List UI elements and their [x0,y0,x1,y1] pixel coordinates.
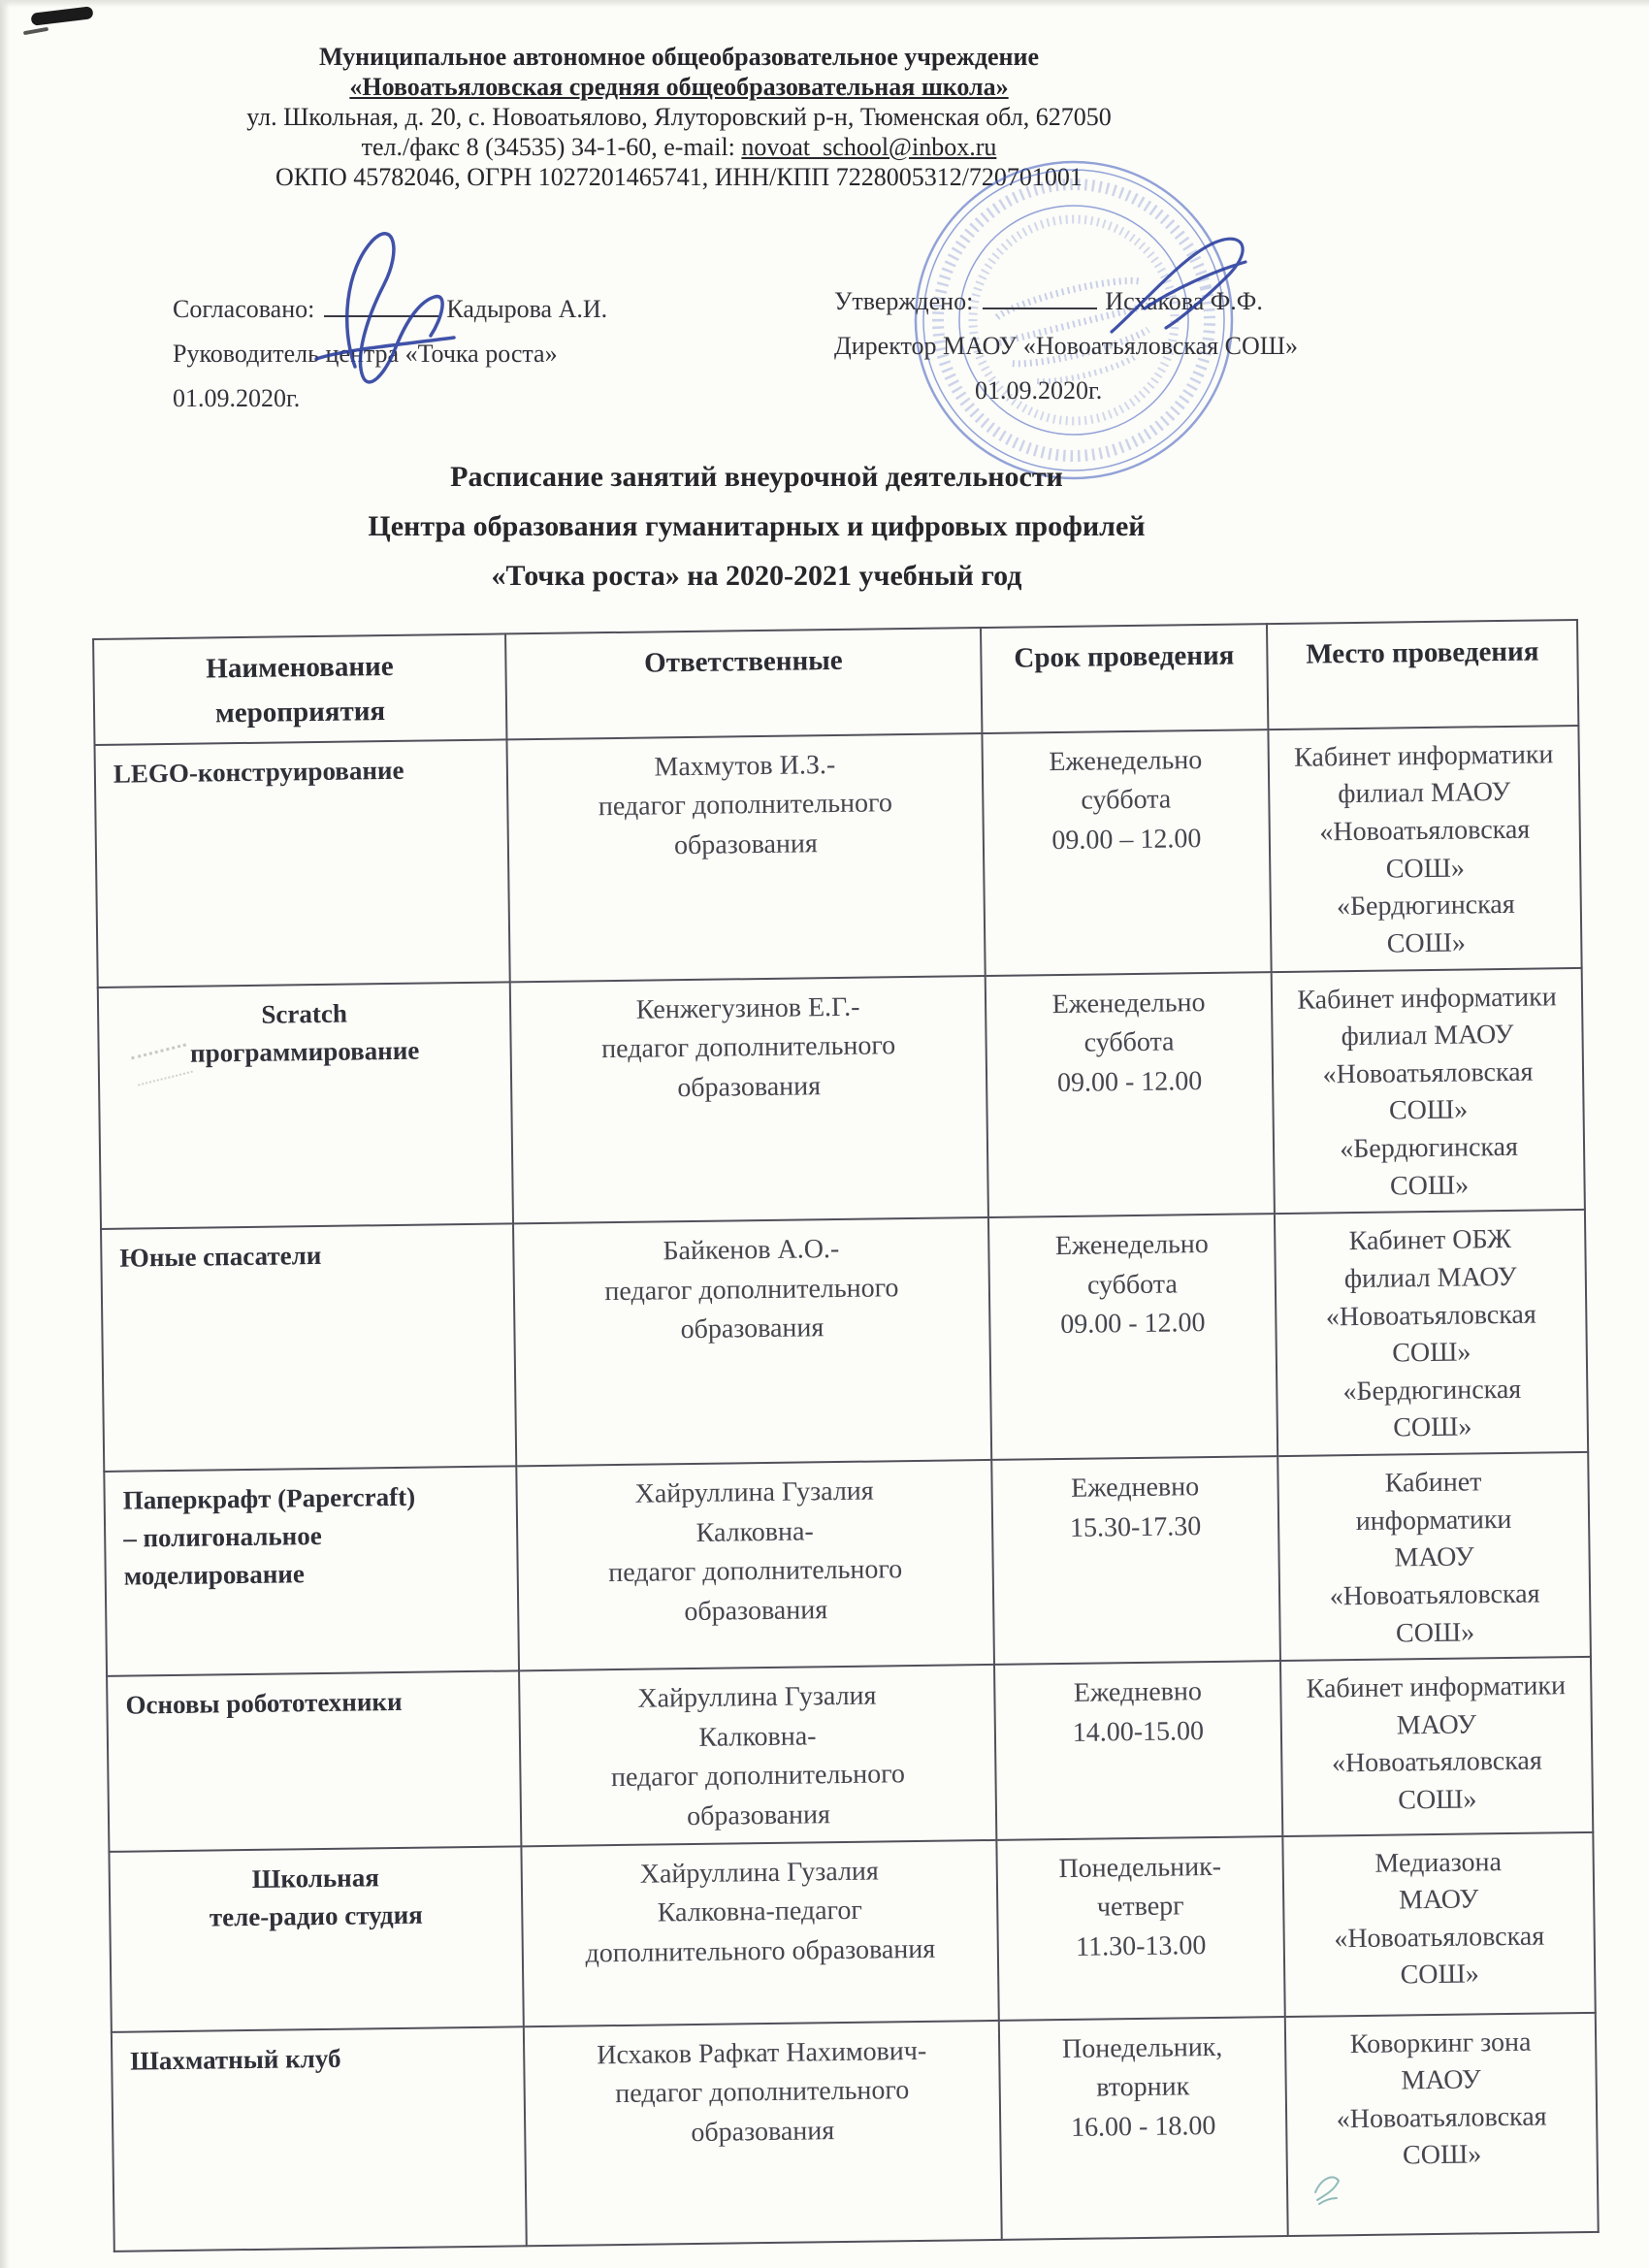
title-line2: Центра образования гуманитарных и цифровых профилей [368,510,1146,542]
col-header-location: Место проведения [1267,620,1578,729]
org-name-line1: Муниципальное автономное общеобразовательное учреждение [318,43,1040,71]
org-contacts [58,133,1300,162]
schedule-table [92,619,1600,2252]
cell-responsible: Хайруллина Гузалия Калковна- педагог дополнительного образования [516,1460,994,1671]
approved-line [834,279,1377,324]
approved-role: Директор МАОУ «Новоатьяловская СОШ» [834,332,1298,360]
cell-location: Кабинет ОБЖ филиал МАОУ «Новоатьяловская СОШ» «Бердюгинская СОШ» [1275,1210,1588,1456]
col-header-schedule: Срок проведения [981,624,1268,733]
agreed-name: Кадырова А.И. [446,295,608,323]
cell-event-name: Школьная теле-радио студия [109,1846,523,2032]
table-row [107,1657,1593,1851]
cell-event-name: Шахматный клуб [112,2026,527,2252]
org-codes: ОКПО 45782046, ОГРН 1027201465741, ИНН/КПП 7228005312/720701001 [275,163,1083,191]
col-header-event: Наименование мероприятия [93,633,506,744]
title-line1: Расписание занятий внеурочной деятельности [450,461,1063,493]
table-row [95,726,1582,988]
col-header-responsible: Ответственные [505,628,982,739]
approved-date: 01.09.2020г. [975,376,1103,405]
document-title [0,452,1513,600]
signature-line [324,304,438,317]
org-name-line2: «Новоатьяловская средняя общеобразовательная школа» [349,73,1009,101]
cell-location: Кабинет информатики МАОУ «Новоатьяловская СОШ» [1277,1452,1591,1661]
agreed-role: Руководитель центра «Точка роста» [173,340,558,368]
org-header [58,43,1300,193]
cell-schedule: Понедельник, вторник 16.00 - 18.00 [999,2017,1288,2240]
cell-schedule: Еженедельно суббота 09.00 – 12.00 [982,729,1271,976]
scan-ink-mark [30,6,93,26]
approved-label: Утверждено: [834,287,974,315]
cell-responsible: Исхаков Рафкат Нахимович- педагог дополнительного образования [524,2020,1002,2245]
cell-responsible: Махмутов И.З.- педагог дополнительного образования [506,733,985,982]
agreed-label: Согласовано: [173,295,315,323]
header-row [93,620,1578,745]
table-row [112,2012,1599,2251]
schedule-table-wrapper [92,619,1598,2252]
table-row [104,1452,1591,1676]
cell-location: Кабинет информатики МАОУ «Новоатьяловская СОШ» [1280,1657,1593,1836]
scan-ink-mark-small [23,27,48,35]
cell-responsible: Хайруллина Гузалия Калковна-педагог дополнительного образования [521,1839,998,2025]
agreed-line [173,287,774,332]
cell-event-name: Основы робототехники [107,1671,521,1852]
cell-location: Кабинет информатики филиал МАОУ «Новоатьяловская СОШ» «Бердюгинская СОШ» [1268,726,1581,972]
cell-schedule: Понедельник- четверг 11.30-13.00 [996,1836,1284,2021]
signature-line [983,296,1097,309]
cell-responsible: Кенжегузинов Е.Г.- педагог дополнительного образования [510,976,988,1224]
cell-responsible: Байкенов А.О.- педагог дополнительного образования [513,1217,991,1466]
cell-location: Кабинет информатики филиал МАОУ «Новоатьяловская СОШ» «Бердюгинская СОШ» [1272,967,1585,1214]
agreed-date: 01.09.2020г. [173,384,301,412]
cell-schedule: Ежедневно 15.30-17.30 [991,1456,1280,1665]
cell-event-name: LEGO-конструирование [95,739,510,987]
scan-edge-shadow-left [0,0,10,2268]
approved-name: Исхакова Ф.Ф. [1105,287,1263,315]
table-row [109,1831,1595,2031]
org-address: ул. Школьная, д. 20, с. Новоатьялово, Ялуторовский р-н, Тюменская обл, 627050 [246,103,1112,131]
org-phone: тел./факс 8 (34535) 34-1-60, e-mail: [361,133,742,161]
cell-event-name: Scratch программирование [98,982,513,1229]
table-row [98,967,1585,1229]
cell-schedule: Ежедневно 14.00-15.00 [994,1661,1282,1839]
cell-responsible: Хайруллина Гузалия Калковна- педагог дополнительного образования [519,1665,996,1846]
cell-location: Медиазона МАОУ «Новоатьяловская СОШ» [1282,1831,1595,2016]
cell-location: Коворкинг зона МАОУ «Новоатьяловская СОШ» [1285,2012,1599,2235]
table-row [101,1210,1588,1472]
agreed-block [173,287,774,421]
cell-event-name: Юные спасатели [101,1224,516,1472]
scan-edge-shadow-top [0,0,1649,8]
cell-schedule: Еженедельно суббота 09.00 - 12.00 [988,1214,1277,1460]
cell-event-name: Паперкрафт (Papercraft) – полигональное моделирование [104,1466,519,1676]
title-line3: «Точка роста» на 2020-2021 учебный год [491,560,1022,592]
approved-block [834,279,1377,413]
cell-schedule: Еженедельно суббота 09.00 - 12.00 [986,972,1275,1218]
org-email: novoat_school@inbox.ru [741,133,997,161]
